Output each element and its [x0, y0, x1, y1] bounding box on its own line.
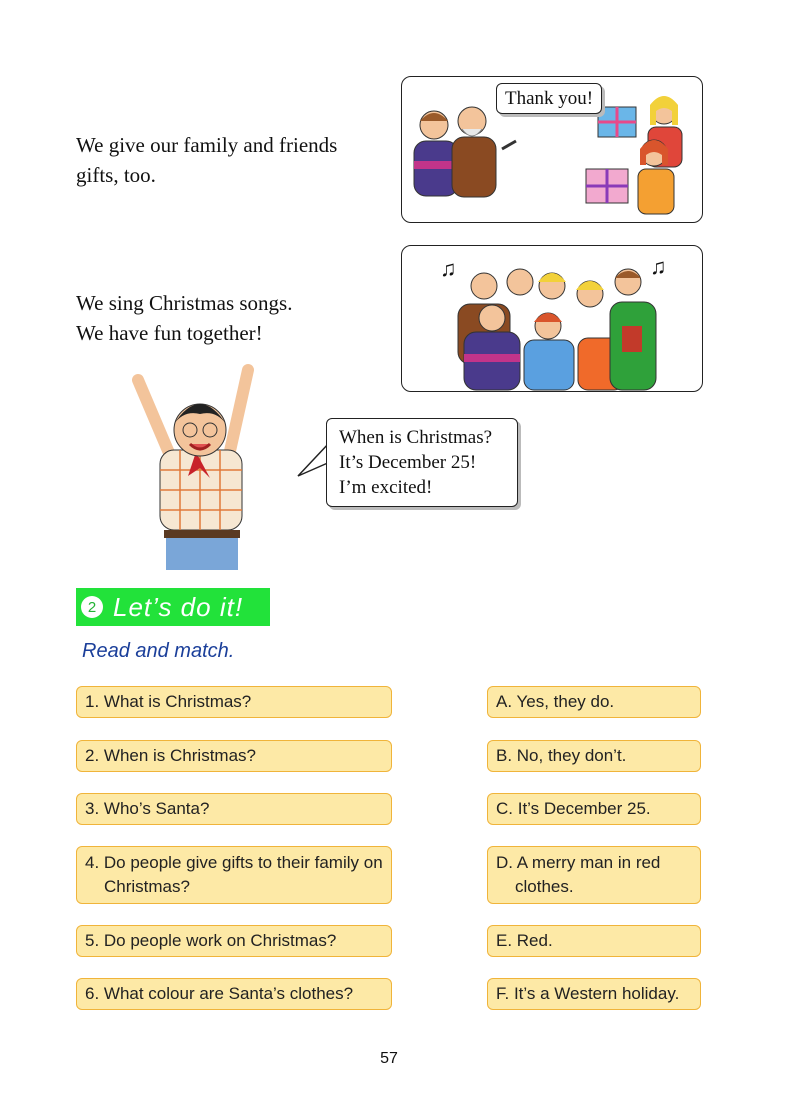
question-6-box[interactable]	[76, 978, 392, 1010]
music-note-icon: ♫	[440, 256, 457, 281]
answer-d-text: D. A merry man in red clothes.	[496, 853, 661, 896]
question-4-text: 4. Do people give gifts to their family on Christmas?	[85, 853, 383, 896]
answer-c-text: C. It’s December 25.	[496, 799, 651, 818]
singing-drawing	[402, 246, 702, 391]
section-title: Let’s do it!	[113, 591, 244, 622]
answer-b-text: B. No, they don’t.	[496, 746, 627, 765]
section-badge	[76, 588, 270, 626]
page-number: 57	[380, 1050, 398, 1067]
question-4-box[interactable]	[76, 846, 392, 904]
section-number: 2	[81, 596, 103, 618]
question-3-text: 3. Who’s Santa?	[85, 799, 210, 818]
bubble-line-2: It’s December 25!	[339, 452, 477, 473]
gifts-line-1: We give our family and friends	[76, 133, 338, 157]
songs-line-1: We sing Christmas songs.	[76, 291, 293, 315]
question-1-text: 1. What is Christmas?	[85, 692, 252, 711]
question-2-text: 2. When is Christmas?	[85, 746, 256, 765]
answer-e-box[interactable]	[487, 925, 701, 957]
question-1-box[interactable]	[76, 686, 392, 718]
gifts-line-2: gifts, too.	[76, 163, 156, 187]
gifts-paragraph	[76, 130, 337, 190]
singing-illustration	[401, 245, 703, 392]
instruction-text: Read and match.	[82, 640, 235, 662]
thank-you-bubble: Thank you!	[496, 83, 602, 114]
question-5-text: 5. Do people work on Christmas?	[85, 931, 337, 950]
answer-d-box[interactable]	[487, 846, 701, 904]
answer-e-text: E. Red.	[496, 931, 553, 950]
question-5-box[interactable]	[76, 925, 392, 957]
music-note-icon-2: ♫	[650, 254, 667, 279]
songs-line-2: We have fun together!	[76, 321, 263, 345]
question-3-box[interactable]	[76, 793, 392, 825]
christmas-question-bubble	[326, 418, 518, 507]
answer-f-text: F. It’s a Western holiday.	[496, 984, 680, 1003]
question-2-box[interactable]	[76, 740, 392, 772]
answer-f-box[interactable]	[487, 978, 701, 1010]
answer-c-box[interactable]	[487, 793, 701, 825]
boy-cheering-illustration	[120, 360, 280, 570]
gift-giving-illustration	[401, 76, 703, 223]
answer-b-box[interactable]	[487, 740, 701, 772]
songs-paragraph	[76, 288, 292, 348]
question-6-text: 6. What colour are Santa’s clothes?	[85, 984, 354, 1003]
bubble-line-3: I’m excited!	[339, 477, 433, 498]
answer-a-text: A. Yes, they do.	[496, 692, 615, 711]
answer-a-box[interactable]	[487, 686, 701, 718]
bubble-line-1: When is Christmas?	[339, 427, 493, 448]
